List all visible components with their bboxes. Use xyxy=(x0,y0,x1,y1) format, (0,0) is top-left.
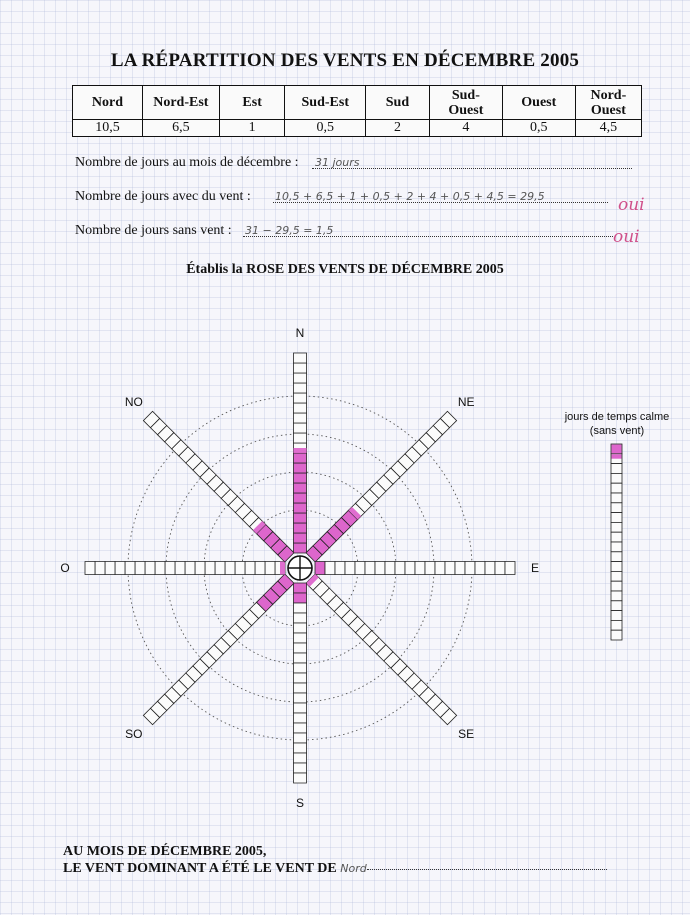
calm-column-cell xyxy=(611,522,622,532)
arm-cell-N xyxy=(294,513,307,523)
table-value-cell: 2 xyxy=(366,120,430,137)
arm-cell-E xyxy=(335,562,345,575)
arm-cell-O xyxy=(265,562,275,575)
arm-cell-N xyxy=(294,493,307,503)
calm-column-cell xyxy=(611,493,622,503)
arm-cell-S xyxy=(294,673,307,683)
arm-cell-N xyxy=(294,543,307,553)
wind-table-header xyxy=(73,86,642,120)
table-header-text: Est xyxy=(242,95,262,110)
arm-cell-N xyxy=(294,423,307,433)
arm-cell-O xyxy=(115,562,125,575)
days-month-answer[interactable]: 31 jours xyxy=(315,156,360,169)
arm-cell-N xyxy=(294,403,307,413)
arm-cell-O xyxy=(175,562,185,575)
table-header-cell xyxy=(73,86,143,120)
arm-cell-O xyxy=(205,562,215,575)
arm-cell-S xyxy=(294,753,307,763)
arm-cell-S xyxy=(294,663,307,673)
arm-cell-S xyxy=(294,623,307,633)
arm-cell-O xyxy=(245,562,255,575)
table-value-cell: 1 xyxy=(219,120,285,137)
wind-table xyxy=(72,85,642,137)
arm-cell-E xyxy=(485,562,495,575)
arm-cell-N xyxy=(294,483,307,493)
arm-partial-fill-N xyxy=(294,448,307,453)
arm-cell-S xyxy=(294,723,307,733)
arm-cell-N xyxy=(294,453,307,463)
days-calm-label: Nombre de jours sans vent : xyxy=(75,223,232,238)
calm-column-cell xyxy=(611,542,622,552)
footer-line2-text: LE VENT DOMINANT A ÉTÉ LE VENT DE xyxy=(63,861,337,876)
arm-cell-N xyxy=(294,533,307,543)
days-wind-line xyxy=(75,189,545,205)
calm-fill-cell xyxy=(612,445,622,454)
calm-column-cell xyxy=(611,620,622,630)
days-calm-line xyxy=(75,223,334,239)
table-header-text: Nord-Est xyxy=(153,95,209,110)
arm-cell-E xyxy=(445,562,455,575)
arm-cell-O xyxy=(215,562,225,575)
calm-column-cell xyxy=(611,532,622,542)
days-calm-answer[interactable]: 31 − 29,5 = 1,5 xyxy=(245,224,334,237)
calm-label-line1: jours de temps calme xyxy=(564,411,670,423)
table-header-text: Ouest xyxy=(590,102,626,118)
table-header-text: Ouest xyxy=(448,102,484,118)
table-value-cell: 0,5 xyxy=(502,120,575,137)
arm-cell-O xyxy=(195,562,205,575)
direction-label: E xyxy=(530,561,540,575)
arm-cell-O xyxy=(135,562,145,575)
arm-cell-E xyxy=(345,562,355,575)
direction-label: N xyxy=(295,326,305,340)
arm-partial-fill-O xyxy=(280,562,285,575)
arm-cell-S xyxy=(294,593,307,603)
table-value-cell: 10,5 xyxy=(73,120,143,137)
arm-cell-E xyxy=(395,562,405,575)
dominant-wind-answer[interactable]: Nord xyxy=(340,862,367,875)
arm-cell-E xyxy=(455,562,465,575)
calm-label xyxy=(552,410,682,438)
arm-cell-N xyxy=(294,473,307,483)
arm-cell-N xyxy=(294,383,307,393)
calm-column-cell xyxy=(611,611,622,621)
calm-column-cell xyxy=(611,630,622,640)
table-value-cell: 4,5 xyxy=(575,120,641,137)
arm-cell-S xyxy=(294,683,307,693)
arm-cell-E xyxy=(495,562,505,575)
arm-cell-N xyxy=(294,463,307,473)
page-title: LA RÉPARTITION DES VENTS EN DÉCEMBRE 2005 xyxy=(110,50,580,71)
calm-column-cell xyxy=(611,513,622,523)
footer xyxy=(63,843,607,877)
direction-label: S xyxy=(295,796,305,810)
days-wind-label: Nombre de jours avec du vent : xyxy=(75,189,251,204)
arm-cell-E xyxy=(375,562,385,575)
table-header-cell xyxy=(575,86,641,120)
calm-column-cell xyxy=(611,601,622,611)
arm-cell-N xyxy=(294,503,307,513)
arm-cell-S xyxy=(294,583,307,593)
days-month-line xyxy=(75,155,360,171)
calm-column-cell xyxy=(611,581,622,591)
check-mark-1: oui xyxy=(618,195,645,215)
arm-cell-O xyxy=(155,562,165,575)
direction-label: SE xyxy=(458,727,475,742)
table-header-text: Sud- xyxy=(451,87,480,103)
footer-line1: AU MOIS DE DÉCEMBRE 2005, xyxy=(63,844,267,859)
arm-cell-S xyxy=(294,773,307,783)
table-header-text: Nord xyxy=(91,95,124,110)
arm-cell-E xyxy=(475,562,485,575)
rose-subtitle: Établis la ROSE DES VENTS DE DÉCEMBRE 2005 xyxy=(186,262,504,277)
calm-column-cell xyxy=(611,571,622,581)
arm-cell-E xyxy=(465,562,475,575)
arm-cell-N xyxy=(294,393,307,403)
arm-cell-E xyxy=(505,562,515,575)
table-header-text: Sud-Est xyxy=(301,95,349,110)
arm-cell-S xyxy=(294,703,307,713)
arm-cell-S xyxy=(294,643,307,653)
table-header-cell xyxy=(142,86,219,120)
table-header-cell xyxy=(502,86,575,120)
arm-cell-S xyxy=(294,743,307,753)
arm-cell-E xyxy=(405,562,415,575)
table-header-text: Sud xyxy=(385,95,410,110)
arm-cell-O xyxy=(105,562,115,575)
arm-cell-S xyxy=(294,633,307,643)
arm-cell-O xyxy=(85,562,95,575)
arm-cell-O xyxy=(185,562,195,575)
calm-column-cell xyxy=(611,464,622,474)
calm-partial-fill xyxy=(612,454,622,458)
arm-cell-N xyxy=(294,363,307,373)
calm-label-line2: (sans vent) xyxy=(589,425,645,437)
days-month-label: Nombre de jours au mois de décembre : xyxy=(75,155,299,170)
calm-column-cell xyxy=(611,552,622,562)
arm-cell-O xyxy=(235,562,245,575)
arm-cell-E xyxy=(425,562,435,575)
wind-rose-chart xyxy=(0,320,690,820)
arm-cell-E xyxy=(365,562,375,575)
arm-cell-E xyxy=(435,562,445,575)
table-value-cell: 6,5 xyxy=(142,120,219,137)
direction-label: O xyxy=(60,561,70,575)
calm-column-cell xyxy=(611,503,622,513)
arm-cell-N xyxy=(294,523,307,533)
table-header-text: Ouest xyxy=(521,95,557,110)
arm-cell-S xyxy=(294,653,307,663)
arm-cell-O xyxy=(125,562,135,575)
arm-cell-O xyxy=(95,562,105,575)
arm-cell-O xyxy=(225,562,235,575)
arm-cell-E xyxy=(315,562,325,575)
arm-cell-S xyxy=(294,713,307,723)
footer-line2 xyxy=(63,860,607,877)
direction-label: NE xyxy=(457,394,475,409)
calm-column-cell xyxy=(611,591,622,601)
arm-cell-E xyxy=(385,562,395,575)
direction-label: NO xyxy=(124,394,143,409)
arm-cell-S xyxy=(294,763,307,773)
direction-label: SO xyxy=(125,727,143,742)
arm-cell-O xyxy=(145,562,155,575)
arm-cell-N xyxy=(294,373,307,383)
arm-cell-E xyxy=(325,562,335,575)
arm-cell-S xyxy=(294,613,307,623)
table-header-cell xyxy=(366,86,430,120)
arm-cell-N xyxy=(294,353,307,363)
calm-column-cell xyxy=(611,473,622,483)
arm-cell-O xyxy=(165,562,175,575)
table-header-text: Nord- xyxy=(590,87,627,103)
arm-cell-N xyxy=(294,433,307,443)
calm-column-cell xyxy=(611,562,622,572)
arm-cell-S xyxy=(294,693,307,703)
arm-cell-O xyxy=(255,562,265,575)
arm-cell-N xyxy=(294,413,307,423)
arm-cell-E xyxy=(415,562,425,575)
table-header-cell xyxy=(429,86,502,120)
wind-table-values xyxy=(73,120,642,137)
calm-column-cell xyxy=(611,483,622,493)
table-value-cell: 4 xyxy=(429,120,502,137)
check-mark-2: oui xyxy=(613,227,640,247)
answer-dotted-line xyxy=(367,868,607,870)
answer-dotted-line xyxy=(312,167,632,169)
arm-cell-E xyxy=(355,562,365,575)
days-wind-answer[interactable]: 10,5 + 6,5 + 1 + 0,5 + 2 + 4 + 0,5 + 4,5 = 29,5 xyxy=(275,190,545,203)
table-value-cell: 0,5 xyxy=(285,120,366,137)
arm-cell-S xyxy=(294,603,307,613)
table-header-cell xyxy=(285,86,366,120)
table-header-cell xyxy=(219,86,285,120)
arm-cell-S xyxy=(294,733,307,743)
